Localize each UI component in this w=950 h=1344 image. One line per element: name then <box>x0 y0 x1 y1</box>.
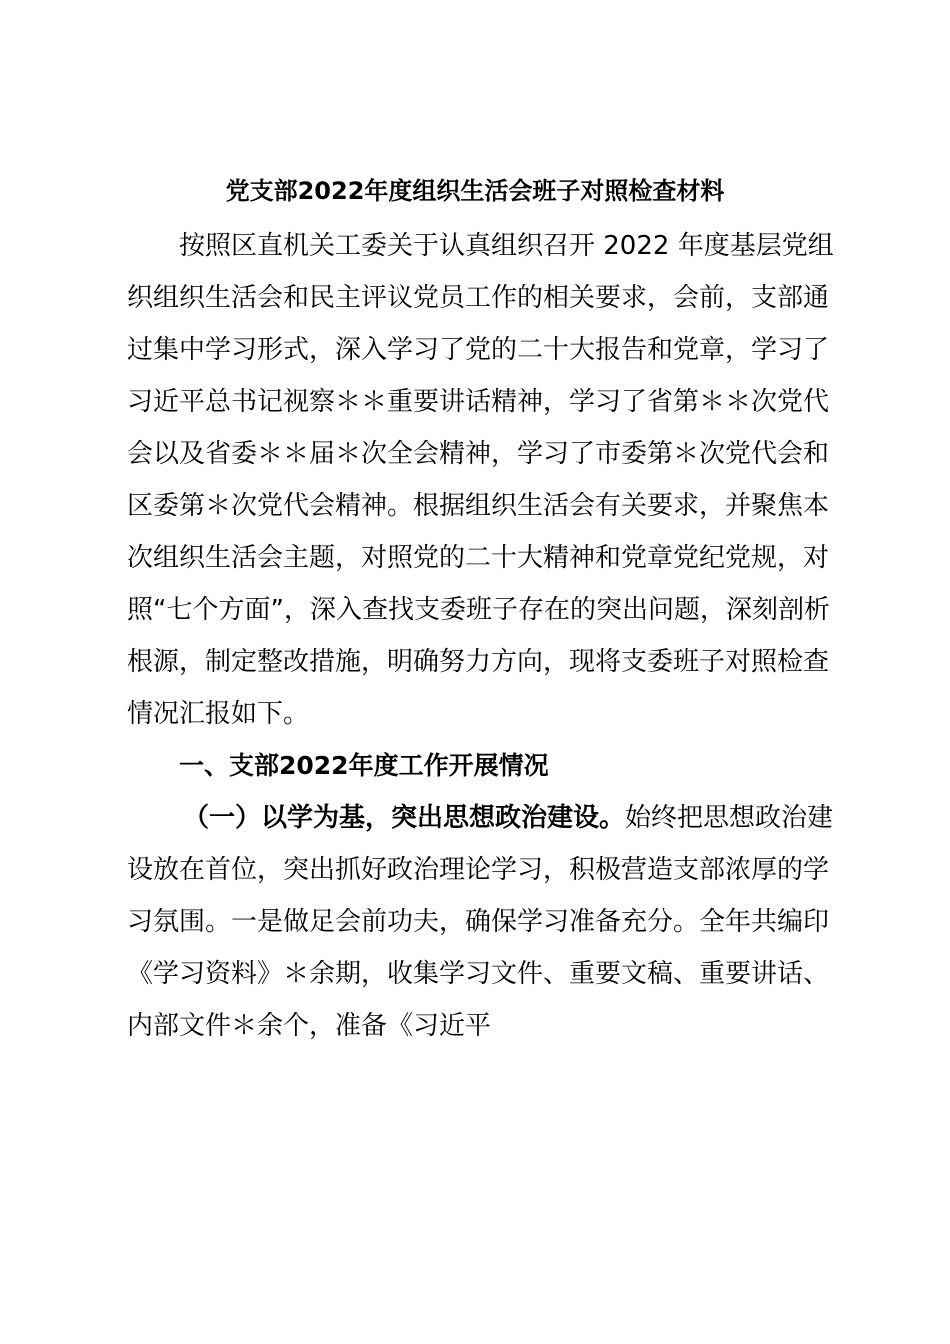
subsection-line: 习氛围。一是做足会前功夫，确保学习准备充分。全年共编印 <box>127 907 830 937</box>
intro-line: 过集中学习形式，深入学习了党的二十大报告和党章，学习了 <box>127 335 830 365</box>
intro-line: 习近平总书记视察＊＊重要讲话精神，学习了省第＊＊次党代 <box>127 387 830 417</box>
intro-line: 照“七个方面”，深入查找支委班子存在的突出问题，深刻剖析 <box>127 595 830 625</box>
intro-line: 织组织生活会和民主评议党员工作的相关要求，会前，支部通 <box>127 283 830 313</box>
section-heading: 一、支部2022年度工作开展情况 <box>179 751 549 780</box>
intro-line: 会以及省委＊＊届＊次全会精神，学习了市委第＊次党代会和 <box>127 439 830 469</box>
subsection-line: 内部文件＊余个，准备《习近平 <box>127 1011 492 1041</box>
intro-line: 按照区直机关工委关于认真组织召开 2022 年度基层党组 <box>179 231 834 261</box>
subsection-line: 《学习资料》＊余期，收集学习文件、重要文稿、重要讲话、 <box>127 959 830 989</box>
document-body <box>127 220 837 1052</box>
intro-line: 根源，制定整改措施，明确努力方向，现将支委班子对照检查 <box>127 647 830 677</box>
document-title: 党支部2022年度组织生活会班子对照检查材料 <box>225 177 725 205</box>
subsection-lead: （一）以学为基，突出思想政治建设。 <box>183 803 626 833</box>
intro-line: 情况汇报如下。 <box>127 699 310 729</box>
subsection-first-line <box>127 792 837 844</box>
intro-line: 区委第＊次党代会精神。根据组织生活会有关要求，并聚焦本 <box>127 491 830 521</box>
subsection-first-line-rest: 始终把思想政治建 <box>625 803 834 833</box>
subsection-line: 设放在首位，突出抓好政治理论学习，积极营造支部浓厚的学 <box>127 855 830 885</box>
intro-line: 次组织生活会主题，对照党的二十大精神和党章党纪党规，对 <box>127 543 830 573</box>
